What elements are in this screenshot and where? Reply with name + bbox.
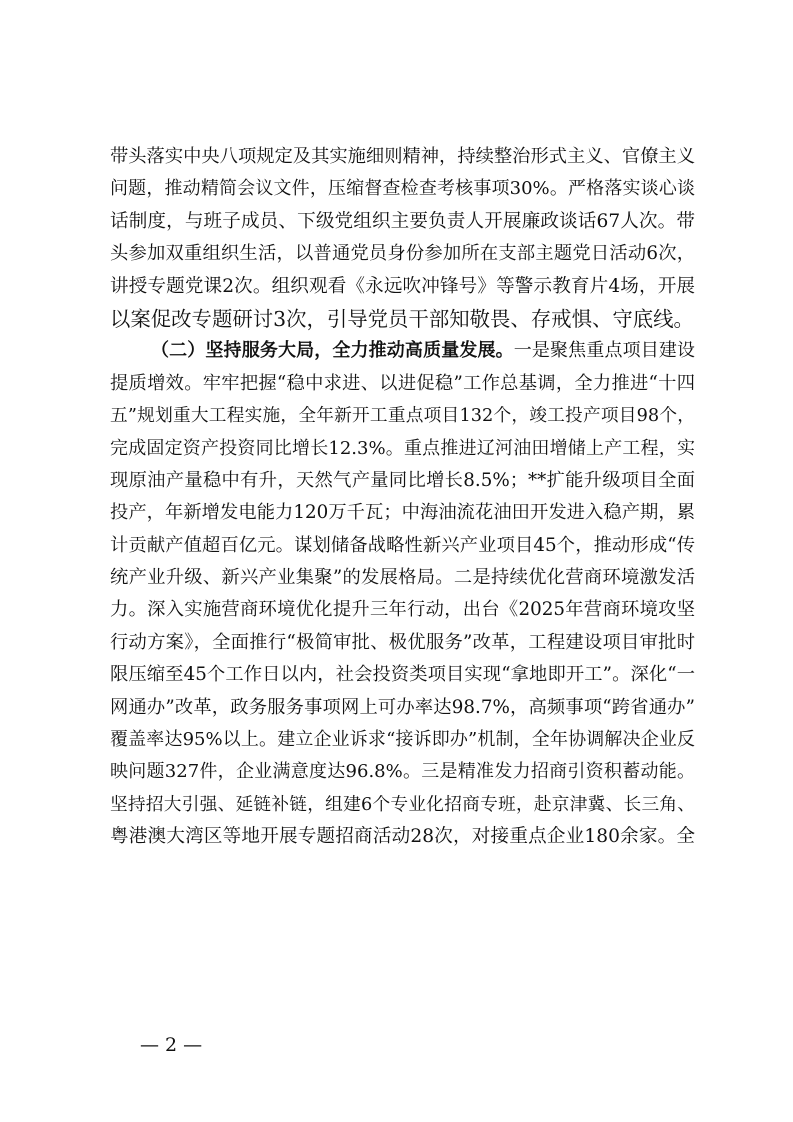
text-line: 五”规划重大工程实施，全年新开工重点项目132个，竣工投产项目98个， (110, 406, 695, 427)
section-heading-line (110, 335, 695, 367)
text-line: 计贡献产值超百亿元。谋划储备战略性新兴产业项目45个，推动形成“传 (110, 534, 695, 556)
text-line: 覆盖率达95%以上。建立企业诉求“接诉即办”机制，全年协调解决企业反 (110, 729, 695, 751)
text-line: 网通办”改革，政务服务事项网上可办率达98.7%，高频事项“跨省通办” (110, 696, 695, 718)
text-line: 力。深入实施营商环境优化提升三年行动，出台《2025年营商环境攻坚 (110, 599, 695, 621)
text-line: 投产，年新增发电能力120万千瓦；中海油流花油田开发进入稳产期，累 (110, 502, 695, 524)
page-number: — 2 — (140, 1034, 203, 1056)
text-line: 完成固定资产投资同比增长12.3%。重点推进辽河油田增储上产工程，实 (110, 437, 695, 459)
body-text (110, 141, 695, 854)
text-line: 现原油产量稳中有升，天然气产量同比增长8.5%；**扩能升级项目全面 (110, 469, 695, 491)
text-line: 讲授专题党课2次。组织观看《永远吹冲锋号》等警示教育片4场，开展 (110, 275, 695, 297)
text-line: 带头落实中央八项规定及其实施细则精神，持续整治形式主义、官僚主义 (110, 146, 695, 167)
section-heading: （二）坚持服务大局，全力推动高质量发展。 (151, 340, 514, 362)
text-line: 限压缩至45个工作日以内，社会投资类项目实现“拿地即开工”。深化“一 (110, 664, 695, 686)
text-line: 统产业升级、新兴产业集聚”的发展格局。二是持续优化营商环境激发活 (110, 567, 695, 589)
paragraph-development (110, 335, 695, 853)
text-line: 问题，推动精简会议文件，压缩督查检查考核事项30%。严格落实谈心谈 (110, 178, 695, 200)
text-line: 提质增效。牢牢把握“稳中求进、以进促稳”工作总基调，全力推进“十四 (110, 372, 695, 394)
text-line: 粤港澳大湾区等地开展专题招商活动28次，对接重点企业180余家。全 (110, 826, 695, 848)
text-line: 话制度，与班子成员、下级党组织主要负责人开展廉政谈话67人次。带 (110, 210, 695, 232)
paragraph-discipline (110, 141, 695, 335)
text-line: 映问题327件，企业满意度达96.8%。三是精准发力招商引资积蓄动能。 (110, 761, 695, 783)
text-line: 头参加双重组织生活，以普通党员身份参加所在支部主题党日活动6次， (110, 243, 695, 265)
text-line: 坚持招大引强、延链补链，组建6个专业化招商专班，赴京津冀、长三角、 (110, 794, 695, 815)
heading-line-rest: 一是聚焦重点项目建设 (513, 340, 696, 362)
text-line: 行动方案》，全面推行“极简审批、极优服务”改革，工程建设项目审批时 (110, 631, 695, 653)
text-line: 以案促改专题研讨3次，引导党员干部知敬畏、存戒惧、守底线。 (110, 306, 694, 331)
